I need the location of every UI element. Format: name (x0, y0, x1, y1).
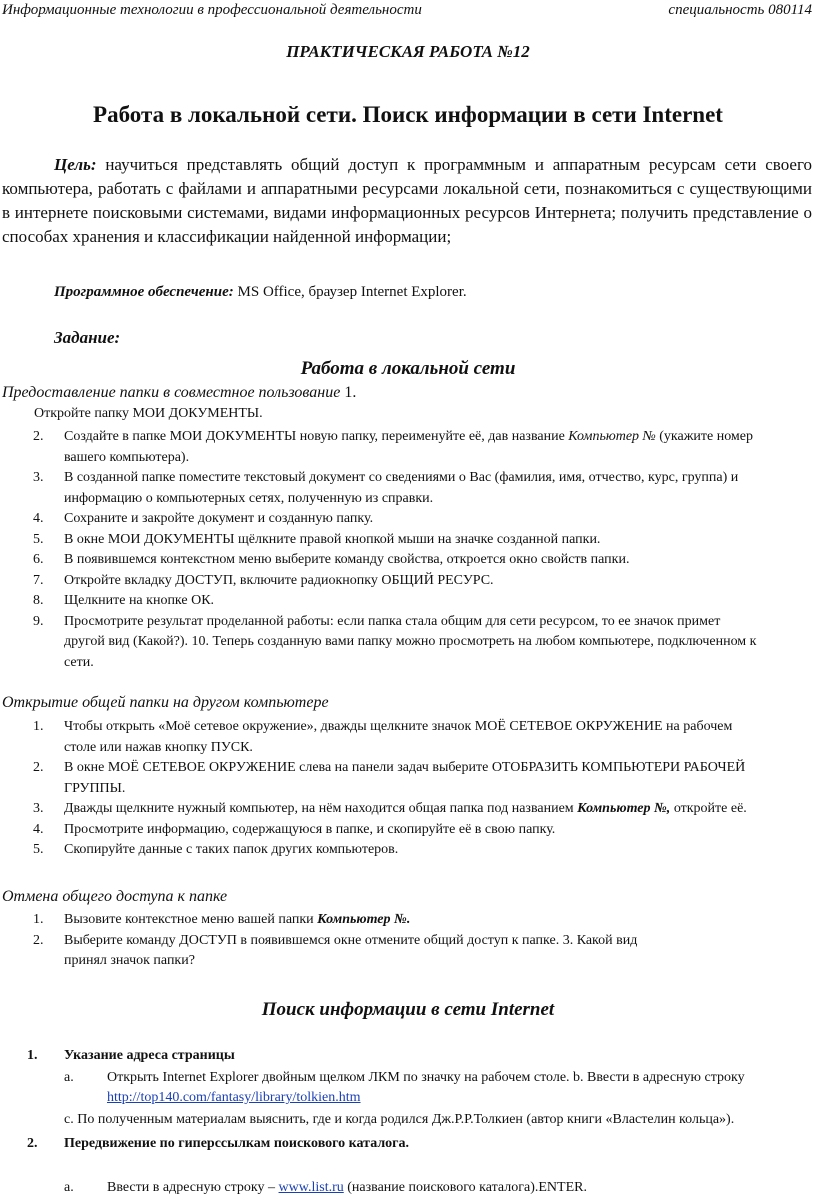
list-item (0, 612, 816, 674)
item-number: 1. (33, 719, 44, 734)
subsection-cancel-share-title: Отмена общего доступа к папке (2, 888, 228, 905)
item-number: 2. (27, 1136, 38, 1151)
list-item (0, 840, 816, 861)
item-text: вашего компьютера). (64, 449, 190, 465)
item-emphasis: Компьютер № (568, 429, 656, 444)
item-text: В появившемся контекстном меню выберите команду свойства, откроется окно свойств папки. (64, 552, 630, 567)
item-text: Просмотрите информацию, содержащуюся в папке, и скопируйте её в свою папку. (64, 821, 556, 837)
list-item (0, 1134, 816, 1178)
item-text: Щелкните на кнопке ОК. (64, 593, 215, 608)
subsection-open-shared-title: Открытие общей папки на другом компьютере (2, 694, 329, 711)
item-number: 8. (33, 593, 44, 608)
list-item (0, 1088, 816, 1110)
item-letter: a. (64, 1180, 74, 1195)
header-specialty: специальность 080114 (668, 2, 812, 18)
list-item (0, 1068, 816, 1088)
software-line (54, 284, 467, 301)
item-text: другой вид (Какой?). 10. Теперь созданную вами папку можно просмотреть на любом компьютере, подключенном к (64, 634, 757, 649)
item-text: сети. (64, 654, 94, 670)
item-number: 2. (33, 760, 44, 775)
list-item (0, 931, 816, 972)
header-subject: Информационные технологии в профессиональной деятельности (2, 2, 422, 18)
subsection-share-title (2, 384, 356, 402)
item-number: 4. (33, 821, 44, 837)
item-text: информацию о компьютерных сетях, полученную из справки. (64, 490, 434, 506)
item-number: 5. (33, 531, 44, 547)
share-steps-list (0, 427, 816, 673)
page-title: Работа в локальной сети. Поиск информации в сети Internet (93, 102, 723, 127)
first-item-text: Откройте папку МОИ ДОКУМЕНТЫ. (34, 406, 263, 421)
list-item (0, 1046, 816, 1068)
item-number: 1. (33, 912, 44, 927)
list-item (0, 509, 816, 530)
item-text: Создайте в папке МОИ ДОКУМЕНТЫ новую папку, переименуйте её, дав название (64, 429, 569, 444)
item-text: принял значок папки? (64, 953, 195, 968)
item-text: В окне МОИ ДОКУМЕНТЫ щёлкните правой кнопкой мыши на значке созданной папки. (64, 531, 601, 547)
item-emphasis: Компьютер №, (577, 801, 671, 816)
item-text: Скопируйте данные с таких папок других компьютеров. (64, 842, 399, 857)
internet-steps-list (0, 1046, 816, 1198)
item-text: (укажите номер (655, 429, 753, 444)
goal-text: научиться представлять общий доступ к программным и аппаратным ресурсам сети своего компьютера, работать с файлами и аппаратными ресурсами локальной сети, познакомиться с существующими в интернете поисковыми системами, видами информационных ресурсов Интернета; получить представление о способах хранения и классификации найденной информации; (2, 155, 812, 246)
item-emphasis: Компьютер №. (317, 912, 411, 927)
first-item-number: 1. (340, 384, 357, 401)
list-item (0, 1178, 816, 1198)
item-number: 4. (33, 511, 44, 526)
item-number: 3. (33, 470, 44, 485)
section-local-network-title: Работа в локальной сети (300, 358, 516, 379)
list-item (0, 1110, 816, 1134)
list-item (0, 910, 816, 931)
item-text: столе или нажав кнопку ПУСК. (64, 739, 253, 755)
item-text: В созданной папке поместите текстовый документ со сведениями о Вас (фамилия, имя, отчество, курс, группа) и (64, 470, 739, 485)
item-text: c. По полученным материалам выяснить, где и когда родился Дж.Р.Р.Толкиен (автор книги «Властелин кольца»). (64, 1112, 735, 1127)
item-title: Передвижение по гиперссылкам поискового каталога. (64, 1136, 410, 1151)
goal-label: Цель: (54, 155, 97, 174)
item-number: 1. (27, 1048, 38, 1063)
item-text: Откройте вкладку ДОСТУП, включите радиокнопку ОБЩИЙ РЕСУРС. (64, 572, 494, 588)
item-text: Дважды щелкните нужный компьютер, на нём находится общая папка под названием (64, 801, 578, 816)
list-item (0, 820, 816, 841)
task-label: Задание: (54, 328, 121, 347)
list-item (0, 758, 816, 799)
software-label: Программное обеспечение: (54, 284, 234, 300)
list-item (0, 717, 816, 758)
item-text: Вызовите контекстное меню вашей папки (64, 912, 318, 927)
item-number: 7. (33, 572, 44, 588)
list-item (0, 571, 816, 592)
item-text: Просмотрите результат проделанной работы: если папка стала общим для сети ресурсом, то ее значок примет (64, 613, 721, 629)
list-item (0, 799, 816, 820)
item-text: Чтобы открыть «Моё сетевое окружение», дважды щелкните значок МОЁ СЕТЕВОЕ ОКРУЖЕНИЕ на рабочем (64, 719, 733, 734)
item-text-after: (название поискового каталога).ENTER. (343, 1180, 587, 1195)
item-text (107, 1178, 587, 1198)
tolkien-link[interactable]: http://top140.com/fantasy/library/tolkien.htm (107, 1090, 361, 1105)
item-title: Указание адреса страницы (64, 1048, 235, 1063)
item-text: ГРУППЫ. (64, 780, 126, 796)
list-item (0, 550, 816, 571)
item-number: 2. (33, 932, 44, 948)
work-number: ПРАКТИЧЕСКАЯ РАБОТА №12 (286, 42, 530, 61)
item-text-before: Ввести в адресную строку – (107, 1180, 279, 1195)
item-letter: a. (64, 1070, 74, 1085)
open-shared-steps-list (0, 717, 816, 861)
goal-paragraph (2, 153, 812, 249)
list-item (0, 530, 816, 551)
item-number: 6. (33, 552, 44, 567)
item-number: 3. (33, 801, 44, 816)
item-text: Выберите команду ДОСТУП в появившемся окне отмените общий доступ к папке. 3. Какой вид (64, 932, 638, 948)
item-number: 2. (33, 429, 44, 444)
list-ru-link[interactable]: www.list.ru (278, 1180, 344, 1195)
software-text: MS Office, браузер Internet Explorer. (233, 284, 467, 300)
list-item (0, 591, 816, 612)
item-number: 5. (33, 842, 44, 857)
list-item (0, 468, 816, 509)
cancel-share-steps-list (0, 910, 816, 972)
item-number: 9. (33, 613, 44, 629)
section-internet-search-title: Поиск информации в сети Internet (261, 999, 555, 1020)
subsection-share-title-text: Предоставление папки в совместное пользование (2, 384, 341, 401)
item-text: В окне МОЁ СЕТЕВОЕ ОКРУЖЕНИЕ слева на панели задач выберите ОТОБРАЗИТЬ КОМПЬЮТЕРИ РАБОЧЕЙ (64, 760, 746, 775)
item-text: откройте её. (670, 801, 747, 816)
item-text: Сохраните и закройте документ и созданную папку. (64, 511, 374, 526)
item-text: Открыть Internet Explorer двойным щелком ЛКМ по значку на рабочем столе. b. Ввести в адресную строку (107, 1070, 745, 1085)
list-item (0, 427, 816, 468)
